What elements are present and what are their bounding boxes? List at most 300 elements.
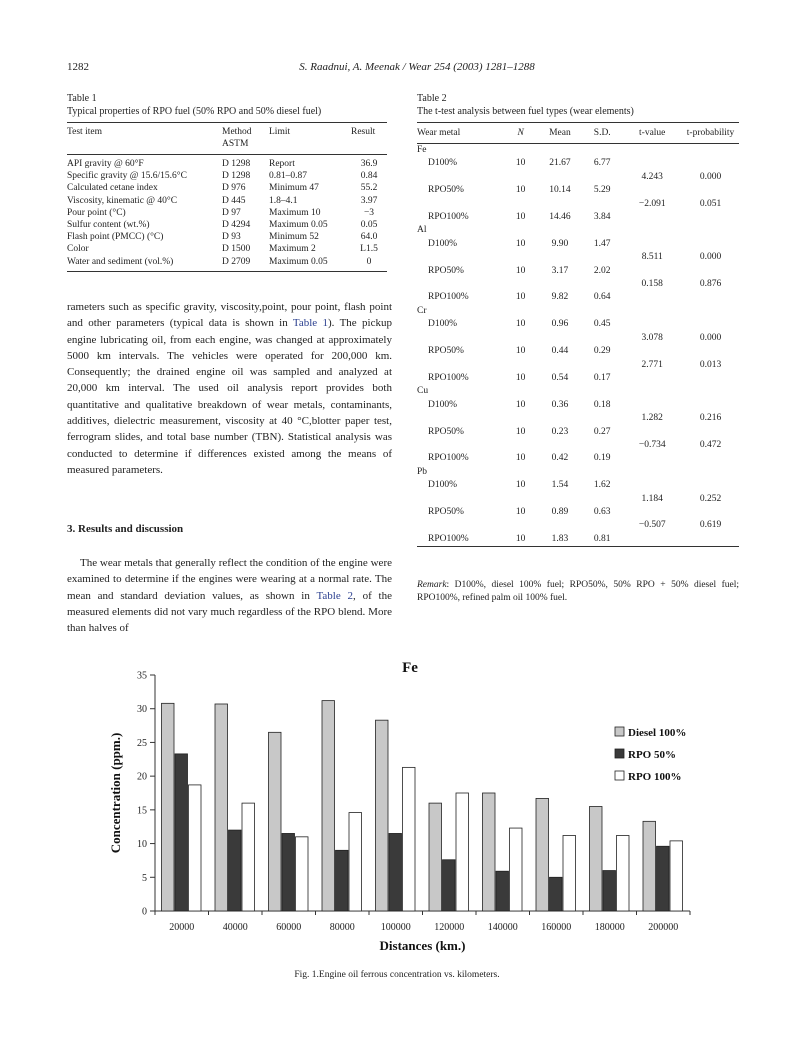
table-row	[417, 198, 739, 211]
table-cell: Calculated cetane index	[67, 183, 158, 194]
table-cell	[538, 519, 582, 532]
table-cell	[504, 439, 538, 452]
table-cell	[504, 278, 538, 291]
table-cell: 21.67	[549, 158, 571, 169]
table-row	[417, 278, 739, 291]
table-cell	[622, 291, 682, 304]
y-tick-label: 0	[142, 906, 147, 918]
table-cell	[682, 345, 739, 358]
table-cell	[504, 198, 538, 211]
table-2-grid	[417, 122, 739, 547]
table-row	[67, 231, 387, 243]
bar-diesel-100--200000	[643, 821, 656, 911]
table-cell: Cr	[417, 305, 427, 316]
bar-rpo-100--180000	[617, 835, 630, 911]
table-cell: Al	[417, 225, 427, 236]
section-heading: 3. Results and discussion	[67, 523, 184, 535]
table-cell: RPO100%	[428, 453, 469, 464]
table-cell	[538, 466, 582, 479]
table-cell: 0.44	[551, 346, 569, 357]
table-1-header-row	[67, 123, 387, 155]
bar-rpo-100--140000	[510, 828, 523, 911]
fe-bar-chart	[100, 660, 720, 960]
bar-rpo-50--20000	[175, 754, 188, 911]
table-1-link[interactable]: Table 1	[292, 317, 329, 330]
table-cell: D100%	[428, 158, 458, 169]
table-cell: L1.5	[360, 244, 378, 255]
table-cell	[582, 332, 622, 345]
table-cell: 8.511	[641, 252, 663, 263]
x-tick-label: 100000	[380, 922, 411, 933]
y-tick-label: 10	[137, 839, 147, 851]
table-cell: 0.23	[551, 426, 569, 437]
bar-diesel-100--180000	[590, 806, 603, 911]
table-cell: 10	[515, 346, 526, 357]
table-cell	[538, 412, 582, 425]
table-row	[417, 171, 739, 184]
y-tick-label: 20	[137, 771, 147, 783]
table-cell: 0.89	[551, 506, 569, 517]
legend-swatch	[615, 727, 624, 736]
table-cell: 9.90	[551, 238, 569, 249]
table-2-header-cell: t-value	[639, 128, 666, 138]
table-cell: RPO50%	[428, 506, 464, 517]
x-tick-label: 160000	[541, 922, 572, 933]
table-cell	[682, 265, 739, 278]
table-cell: 0.81–0.87	[269, 171, 307, 182]
table-cell: Flash point (PMCC) (°C)	[67, 232, 164, 243]
table-row	[417, 519, 739, 532]
table-cell	[682, 211, 739, 224]
bar-diesel-100--20000	[162, 703, 175, 911]
bar-diesel-100--140000	[483, 793, 496, 911]
table-cell: 1.282	[641, 413, 663, 424]
table-cell: 10	[515, 292, 526, 303]
table-cell	[682, 305, 739, 318]
table-1-header-cell: Method ASTM	[222, 127, 252, 149]
figure-caption: Fig. 1.Engine oil ferrous concentration vs. kilometers.	[294, 970, 500, 980]
bar-rpo-50--100000	[389, 833, 402, 911]
table-cell	[582, 305, 622, 318]
table-2-header-cell: Mean	[549, 128, 571, 138]
x-tick-label: 140000	[487, 922, 518, 933]
table-cell: −0.507	[638, 520, 666, 531]
table-cell	[417, 439, 504, 452]
table-row	[417, 372, 739, 385]
table-cell	[417, 171, 504, 184]
bar-rpo-50--180000	[603, 871, 616, 911]
table-1-header-cell: Result	[351, 127, 376, 137]
bar-rpo-100--20000	[189, 785, 202, 911]
table-cell	[538, 144, 582, 158]
table-cell	[538, 251, 582, 264]
table-cell: RPO50%	[428, 265, 464, 276]
chart-title: Fe	[402, 660, 418, 676]
table-cell	[682, 452, 739, 465]
bar-rpo-100--160000	[563, 835, 576, 911]
y-tick-label: 15	[137, 805, 147, 817]
table-cell	[682, 144, 739, 158]
table-cell	[622, 452, 682, 465]
bar-diesel-100--60000	[269, 732, 282, 911]
table-cell	[682, 479, 739, 492]
table-cell	[682, 372, 739, 385]
table-row	[417, 318, 739, 331]
table-cell: 14.46	[549, 212, 571, 223]
table-cell	[504, 224, 538, 237]
table-cell	[682, 157, 739, 170]
table-cell: D 1500	[222, 244, 251, 255]
table-cell: 3.17	[551, 265, 569, 276]
table-cell	[582, 278, 622, 291]
table-cell: 1.62	[593, 480, 611, 491]
table-cell: RPO50%	[428, 426, 464, 437]
table-cell	[582, 144, 622, 158]
table-cell: 5.29	[593, 185, 611, 196]
table-cell: D 4294	[222, 220, 251, 231]
table-2-title: The t-test analysis between fuel types (wear elements)	[417, 106, 634, 117]
table-cell	[504, 305, 538, 318]
table-row	[417, 305, 739, 318]
table-row	[417, 251, 739, 264]
table-cell: 64.0	[360, 232, 378, 243]
table-cell: 10	[515, 265, 526, 276]
table-cell	[582, 171, 622, 184]
table-cell: RPO50%	[428, 346, 464, 357]
table-cell: 0.96	[551, 319, 569, 330]
table-cell: RPO100%	[428, 292, 469, 303]
table-cell: 10	[515, 399, 526, 410]
remark-text: : D100%, diesel 100% fuel; RPO50%, 50% RPO + 50% diesel fuel; RPO100%, refined palm oil 100% fuel.	[417, 580, 739, 603]
x-axis-label: Distances (km.)	[379, 938, 466, 953]
para1-text-b: ). The pickup engine lubricating oil, from each engine, was changed at approximately 5000 km intervals. The vehicles were operated for 200,000 km. Consequently; the drained engine oil was sampled and analyzed at 20,000 km interval. The used oil analysis report provides both quantitative and qualitative breakdown of wear metals, contaminants, additives, dielectric measurement, viscosity at 40 °C,blotter paper test, ferrogram slides, and total base number (TBN). Statistical analysis was conducted to determine if differences existed among the means of measured parameters.	[67, 317, 392, 476]
table-cell	[538, 332, 582, 345]
table-cell	[622, 144, 682, 158]
table-cell	[622, 318, 682, 331]
table-cell: Viscosity, kinematic @ 40°C	[67, 195, 178, 206]
table-cell	[622, 372, 682, 385]
bar-rpo-100--40000	[242, 803, 255, 911]
table-cell: −3	[363, 207, 375, 218]
table-cell	[582, 251, 622, 264]
table-cell: Sulfur content (wt.%)	[67, 220, 150, 231]
table-cell	[538, 439, 582, 452]
table-cell: Fe	[417, 145, 427, 155]
table-cell: 9.82	[551, 292, 569, 303]
table-cell: 10	[515, 212, 526, 223]
table-cell	[582, 412, 622, 425]
table-cell	[622, 238, 682, 251]
legend-swatch	[615, 771, 624, 780]
table-row	[417, 479, 739, 492]
table-cell: 0.05	[360, 220, 378, 231]
table-cell	[538, 198, 582, 211]
table-cell: 0.84	[360, 171, 378, 182]
table-cell: Maximum 10	[269, 207, 321, 218]
y-tick-label: 30	[137, 704, 147, 716]
table-row	[417, 157, 739, 170]
table-cell: −2.091	[638, 198, 666, 209]
table-cell	[582, 385, 622, 398]
legend-label: RPO 50%	[628, 749, 676, 761]
table-cell: RPO100%	[428, 533, 469, 544]
table-row	[417, 224, 739, 237]
table-cell: D 445	[222, 195, 246, 206]
table-row	[417, 184, 739, 197]
bar-rpo-100--120000	[456, 793, 469, 911]
bar-rpo-50--160000	[550, 877, 563, 911]
table-cell: 0.000	[699, 171, 722, 182]
table-row	[417, 385, 739, 398]
table-cell: 0.252	[699, 493, 722, 504]
table-cell: Pour point (°C)	[67, 207, 126, 218]
journal-header: S. Raadnui, A. Meenak / Wear 254 (2003) 1281–1288	[299, 61, 535, 73]
table-cell: 0.876	[699, 279, 722, 290]
legend-label: Diesel 100%	[628, 727, 687, 739]
bar-rpo-50--60000	[282, 833, 295, 911]
table-cell	[417, 412, 504, 425]
table-cell: 3.078	[641, 332, 663, 343]
table-cell	[504, 144, 538, 158]
table-cell: 0.000	[699, 252, 722, 263]
table-cell	[622, 399, 682, 412]
table-cell: 10	[515, 238, 526, 249]
table-cell: Maximum 0.05	[269, 220, 328, 231]
table-cell: 3.97	[360, 195, 378, 206]
table-cell: 2.02	[593, 265, 611, 276]
table-row	[417, 533, 739, 547]
table-cell	[682, 224, 739, 237]
table-2-label: Table 2	[417, 93, 447, 104]
table-cell	[682, 238, 739, 251]
table-cell: 0.36	[551, 399, 569, 410]
table-cell	[538, 385, 582, 398]
table-cell	[504, 466, 538, 479]
table-cell: Cu	[417, 386, 429, 397]
table-cell: 1.47	[593, 238, 611, 249]
bar-rpo-100--80000	[349, 813, 362, 911]
table-cell	[622, 184, 682, 197]
table-cell: D100%	[428, 480, 458, 491]
bar-rpo-100--100000	[403, 767, 416, 911]
table-cell	[622, 211, 682, 224]
table-cell	[682, 426, 739, 439]
table-2-header-cell: t-probability	[686, 128, 735, 138]
table-cell: 36.9	[360, 159, 378, 169]
table-cell	[417, 198, 504, 211]
table-row	[417, 359, 739, 372]
table-cell: 10	[515, 319, 526, 330]
table-2-link[interactable]: Table 2	[316, 589, 354, 602]
table-cell: 10	[515, 185, 526, 196]
y-tick-label: 35	[137, 670, 147, 682]
table-row	[417, 493, 739, 506]
x-tick-label: 120000	[434, 922, 465, 933]
table-cell	[504, 171, 538, 184]
table-cell	[582, 493, 622, 506]
table-row	[417, 506, 739, 519]
table-cell: RPO100%	[428, 212, 469, 223]
table-2-header-cell: S.D.	[593, 128, 611, 138]
table-1-grid	[67, 122, 387, 272]
table-row	[417, 412, 739, 425]
table-cell	[504, 385, 538, 398]
table-cell: 6.77	[593, 158, 611, 169]
body-paragraph-1	[67, 299, 392, 478]
bar-rpo-100--60000	[296, 837, 309, 911]
bar-diesel-100--40000	[215, 704, 228, 911]
table-cell: 0.18	[593, 399, 611, 410]
table-row	[67, 219, 387, 231]
table-cell: 0	[366, 256, 372, 267]
table-cell: D100%	[428, 238, 458, 249]
table-cell	[538, 171, 582, 184]
table-cell	[504, 412, 538, 425]
table-row	[417, 144, 739, 158]
table-row	[417, 265, 739, 278]
table-cell: 4.243	[641, 171, 663, 182]
table-cell: D100%	[428, 319, 458, 330]
table-cell: 0.17	[593, 372, 611, 383]
table-cell: Minimum 52	[269, 232, 319, 243]
table-row	[67, 155, 387, 171]
table-row	[67, 243, 387, 255]
table-cell	[417, 278, 504, 291]
table-cell	[582, 439, 622, 452]
bar-diesel-100--80000	[322, 701, 335, 911]
table-cell: 10	[515, 372, 526, 383]
table-cell: 1.8–4.1	[269, 195, 298, 206]
x-tick-label: 40000	[222, 922, 248, 933]
table-cell	[682, 291, 739, 304]
table-row	[417, 452, 739, 465]
table-cell: 0.64	[593, 292, 611, 303]
table-cell	[504, 332, 538, 345]
table-cell	[622, 506, 682, 519]
table-cell: D100%	[428, 399, 458, 410]
table-cell: D 1298	[222, 171, 251, 182]
table-cell: 0.158	[641, 279, 663, 290]
bar-diesel-100--160000	[536, 798, 549, 911]
table-cell: Report	[269, 159, 295, 169]
table-cell: Pb	[417, 466, 428, 477]
table-cell: Specific gravity @ 15.6/15.6°C	[67, 171, 187, 182]
table-cell: 0.19	[593, 453, 611, 464]
body-paragraph-2	[67, 555, 392, 636]
table-cell: 0.81	[593, 533, 611, 544]
table-cell	[504, 359, 538, 372]
table-cell	[504, 493, 538, 506]
table-cell	[417, 332, 504, 345]
x-tick-label: 180000	[594, 922, 625, 933]
table-cell	[538, 305, 582, 318]
table-cell	[682, 318, 739, 331]
table-1	[67, 92, 387, 272]
legend-label: RPO 100%	[628, 771, 682, 783]
table-cell	[622, 345, 682, 358]
table-cell: 2.771	[641, 359, 663, 370]
table-cell: RPO50%	[428, 185, 464, 196]
table-row	[417, 238, 739, 251]
table-cell: 0.472	[699, 439, 722, 450]
table-2-header-cell: N	[517, 128, 524, 138]
table-cell: D 976	[222, 183, 246, 194]
table-cell: 0.000	[699, 332, 722, 343]
table-cell: 1.54	[551, 480, 569, 491]
table-2-remark	[417, 579, 739, 605]
table-cell	[682, 533, 739, 547]
table-cell: 0.42	[551, 453, 569, 464]
table-row	[417, 399, 739, 412]
para1-text-a: rameters such as specific gravity, viscosity,point, pour point, flash point and other parameters (typical data is shown in	[67, 301, 392, 330]
table-cell: 0.29	[593, 346, 611, 357]
remark-label: Remark	[417, 580, 447, 590]
table-cell: 0.63	[593, 506, 611, 517]
table-cell: 10	[515, 158, 526, 169]
table-cell: API gravity @ 60°F	[67, 159, 144, 169]
table-cell	[417, 493, 504, 506]
table-cell: 0.619	[699, 520, 722, 531]
table-row	[417, 439, 739, 452]
table-cell: 0.013	[699, 359, 722, 370]
bar-rpo-50--80000	[336, 850, 349, 911]
para2-text-b: , of the measured elements did not vary much regardless of the RPO blend. More than halves of	[67, 589, 392, 635]
table-cell: 10	[515, 506, 526, 517]
table-row	[417, 211, 739, 224]
table-row	[417, 332, 739, 345]
figure-1	[100, 660, 720, 960]
table-row	[417, 345, 739, 358]
table-cell: D 1298	[222, 159, 251, 169]
y-tick-label: 5	[142, 872, 147, 884]
table-cell	[682, 385, 739, 398]
x-tick-label: 200000	[648, 922, 679, 933]
table-cell: Color	[67, 244, 89, 255]
table-cell: 0.216	[699, 413, 722, 424]
table-cell	[582, 198, 622, 211]
table-row	[67, 256, 387, 272]
y-tick-label: 25	[137, 737, 147, 749]
table-cell	[538, 278, 582, 291]
bar-rpo-100--200000	[670, 841, 683, 911]
page-number: 1282	[67, 61, 89, 73]
table-cell	[504, 519, 538, 532]
table-cell	[622, 224, 682, 237]
bar-rpo-50--140000	[496, 871, 509, 911]
table-cell: 10	[515, 480, 526, 491]
legend-swatch	[615, 749, 624, 758]
bar-rpo-50--120000	[443, 860, 456, 911]
table-row	[417, 426, 739, 439]
table-cell	[504, 251, 538, 264]
table-cell: 0.051	[699, 198, 722, 209]
table-cell	[682, 184, 739, 197]
table-cell: D 93	[222, 232, 241, 243]
table-row	[67, 195, 387, 207]
table-cell: 1.83	[551, 533, 569, 544]
x-tick-label: 80000	[329, 922, 355, 933]
table-1-label: Table 1	[67, 93, 97, 104]
table-cell	[417, 519, 504, 532]
bar-rpo-50--200000	[657, 846, 670, 911]
table-row	[67, 170, 387, 182]
table-row	[67, 182, 387, 194]
table-cell: D 97	[222, 207, 241, 218]
table-1-header-cell: Test item	[67, 127, 102, 137]
y-axis-label: Concentration (ppm.)	[108, 732, 123, 854]
table-cell	[582, 466, 622, 479]
table-cell	[622, 533, 682, 547]
